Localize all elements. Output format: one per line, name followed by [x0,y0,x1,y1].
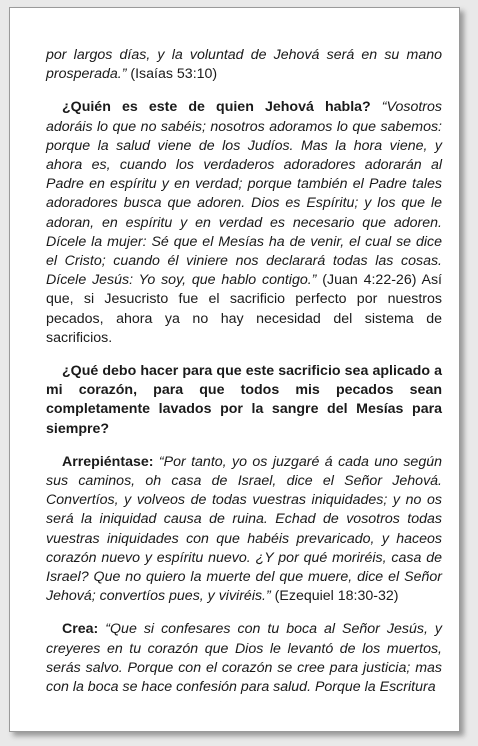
paragraph-what-must-i-do [46,362,442,439]
paragraph-who-is-this [46,98,442,348]
question-heading: ¿Qué debo hacer para que este sacrificio sea aplicado a mi corazón, para que todos mis pecados sean completamente lavados por la sangre del Mesías para siempre? [46,363,442,437]
paragraph-believe [46,620,442,697]
paragraph-isaiah [46,46,442,84]
scripture-reference: (Isaías 53:10) [126,66,218,83]
scripture-reference: (Ezequiel 18:30-32) [270,588,399,605]
quote-text: “Por tanto, yo os juzgaré á cada uno según sus caminos, oh casa de Israel, dice el Señor Jehová. Convertíos, y volveos de todas vuestras iniquidades; y no os será la iniquidad causa de ruina. Echad de vosotros todas vuestras iniquidades con que habéis prevaricado, y haceos corazón nuevo y espíritu nuevo. ¿Y por qué moriréis, casa de Israel? Que no quiero la muerte del que muere, dice el Señor Jehová; convertíos pues, y viviréis.” [46,453,442,605]
body-text: (Juan 4:22-26) Así que, si Jesucristo fue el sacrificio perfecto por nuestros pecados, ahora ya no hay necesidad del sistema de sacrificios. [46,272,443,346]
paragraph-repent [46,453,442,607]
lead-word: Arrepiéntase: [62,453,154,470]
quote-text: “Que si confesares con tu boca al Señor Jesús, y creyeres en tu corazón que Dios le levantó de los muertos, serás salvo. Porque con el corazón se cree para justicia; mas con la boca se hace confesión para salud. Porque la Escritura [46,621,442,696]
document-page [9,7,460,732]
question-heading: ¿Quién es este de quien Jehová habla? [62,99,371,116]
quote-text: por largos días, y la voluntad de Jehová será en su mano prosperada.” [46,47,442,83]
quote-text: “Vosotros adoráis lo que no sabéis; nosotros adoramos lo que sabemos: porque la salud viene de los Judíos. Mas la hora viene, y ahora es, cuando los verdaderos adoradores adorarán al Padre en espíritu y en verdad; porque también el Padre tales adoradores busca que adoren. Dios es Espíritu; y los que le adoran, en espíritu y en verdad es necesario que adoren. Dícele la mujer: Sé que el Mesías ha de venir, el cual se dice el Cristo; cuando él viniere nos declarará todas las cosas. Dícele Jesús: Yo soy, que hablo contigo.” [46,99,442,289]
text-body [46,46,442,697]
lead-word: Crea: [62,621,99,638]
